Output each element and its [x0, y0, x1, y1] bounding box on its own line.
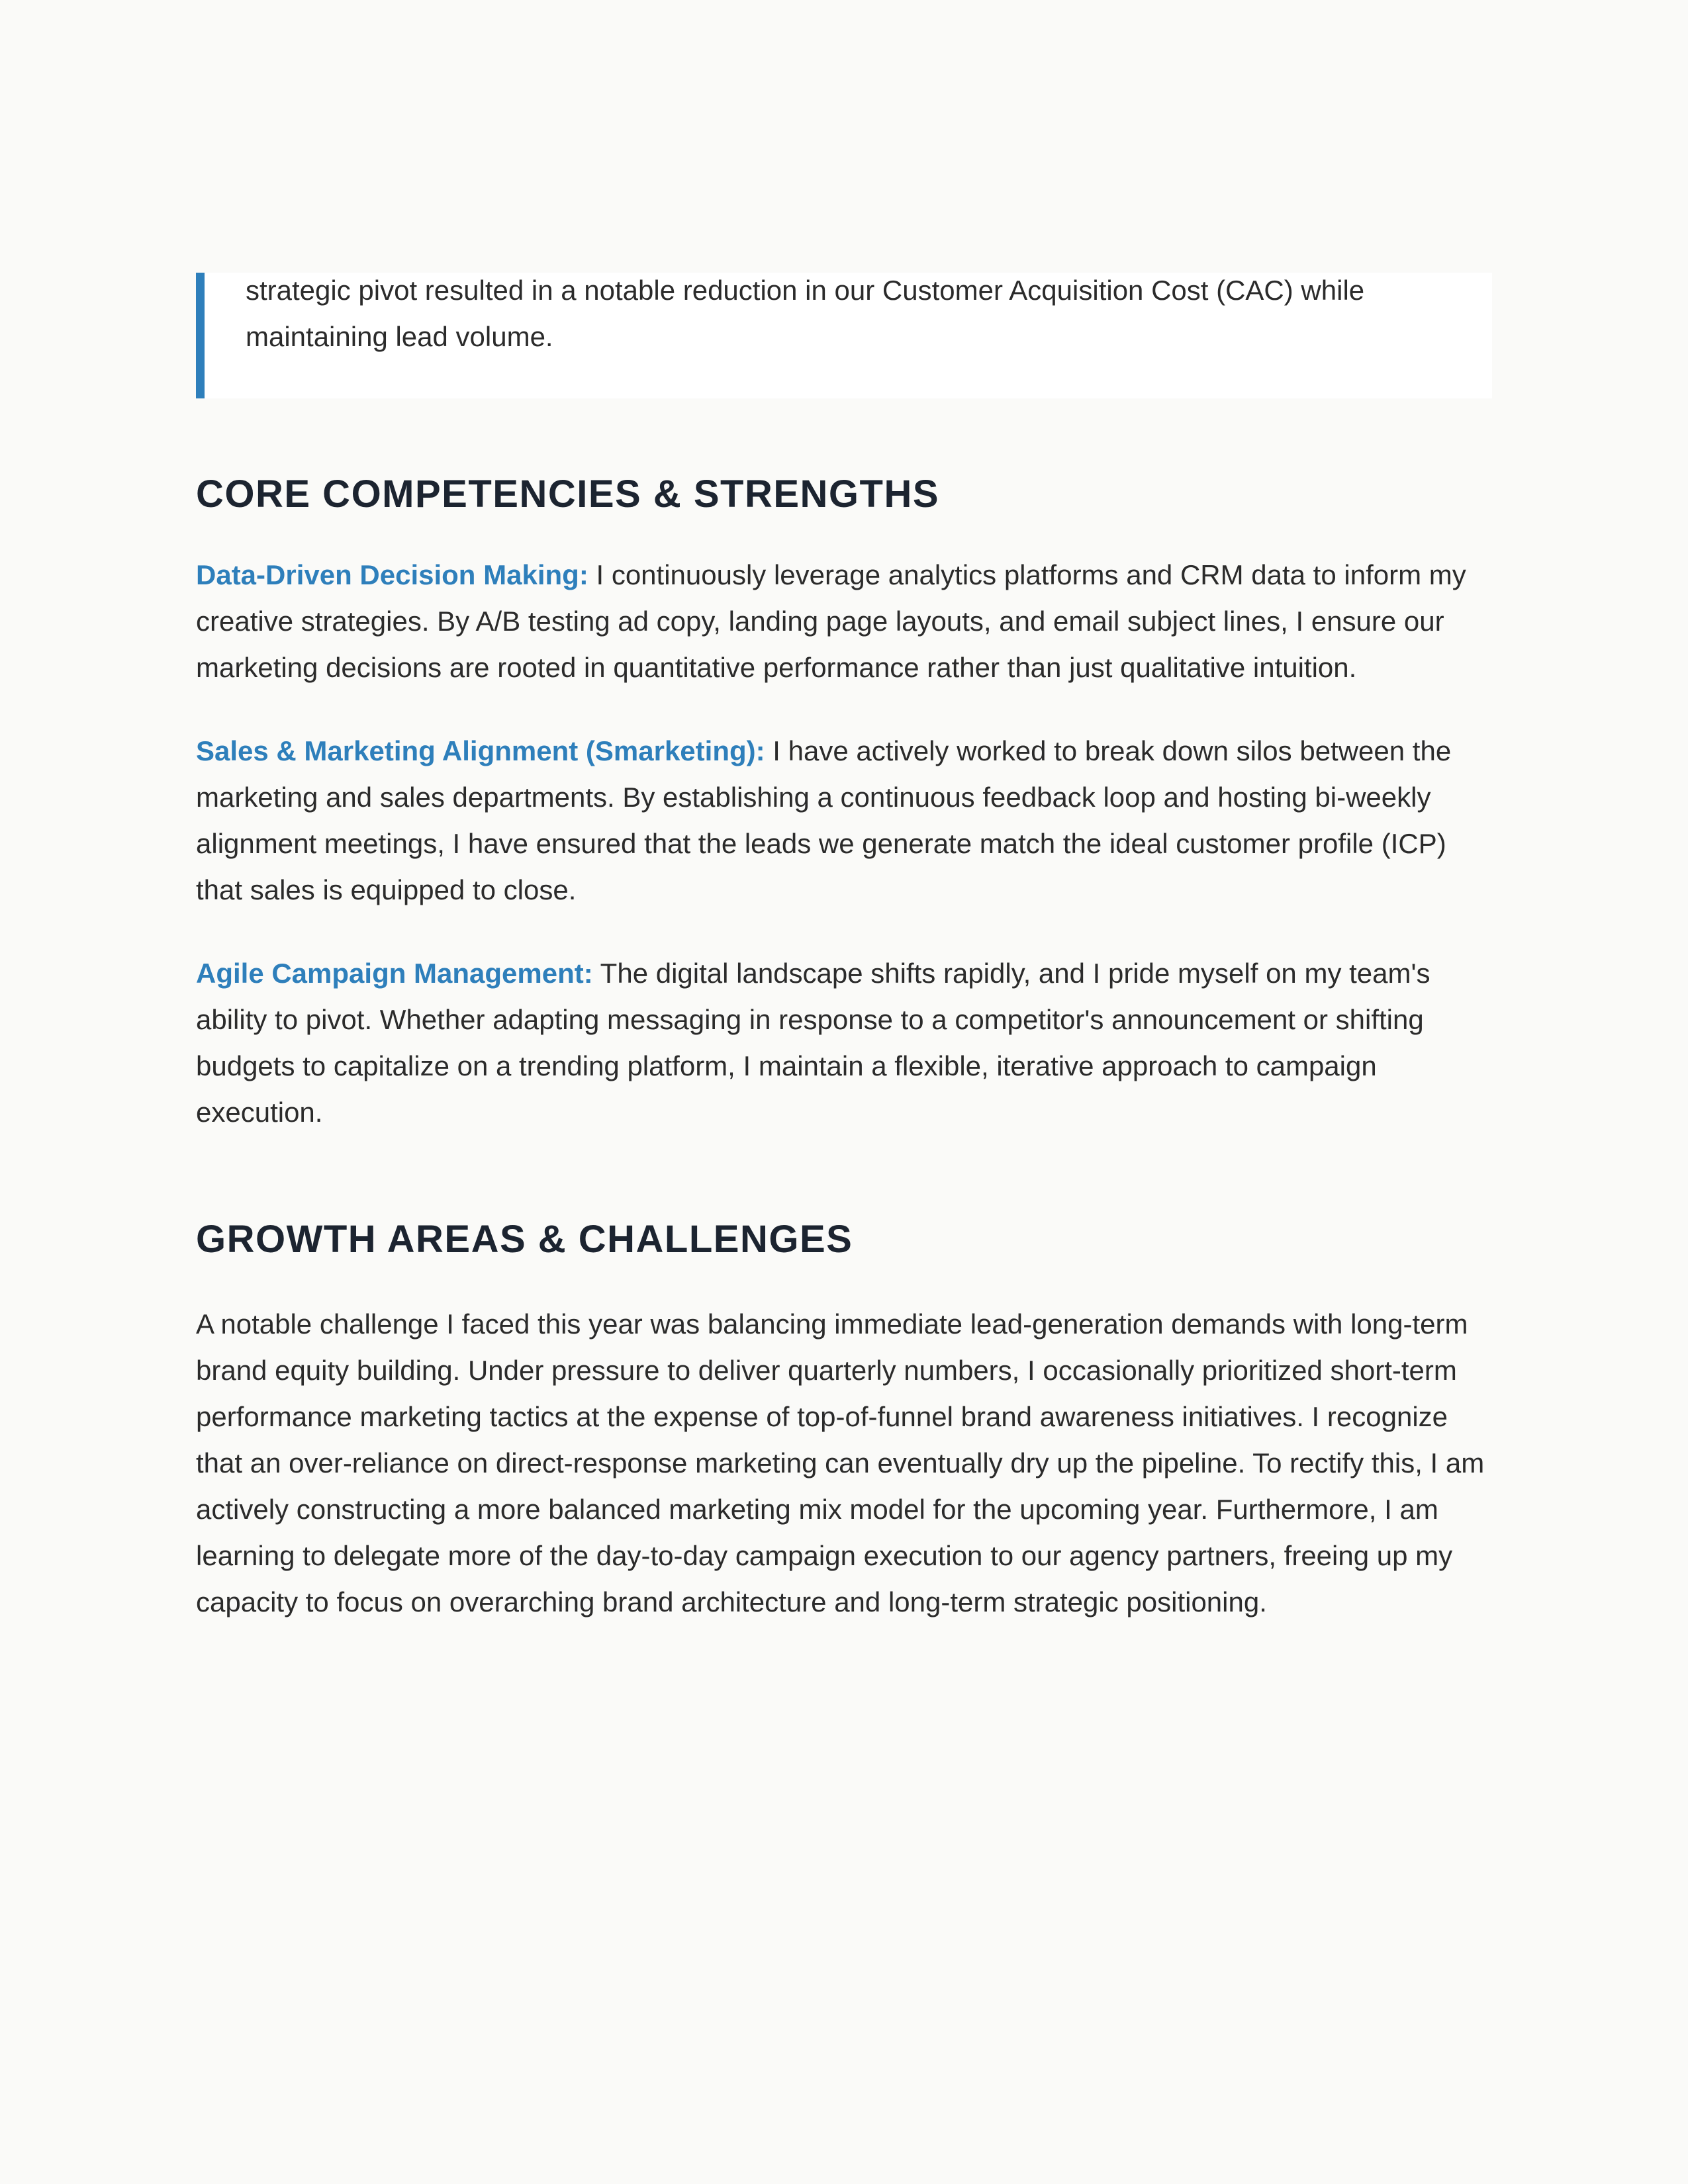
section-heading-core-competencies: CORE COMPETENCIES & STRENGTHS — [196, 473, 940, 516]
competency-label: Agile Campaign Management: — [196, 958, 593, 989]
competency-text: I have actively worked to break down silos between the marketing and sales departments. By establishing a continuous feedback loop and hosting bi-weekly alignment meetings, I have ensured that the leads we generate match the ideal customer profile (ICP) that sales is equipped to close. — [196, 735, 1452, 905]
growth-paragraph: A notable challenge I faced this year was balancing immediate lead-generation demands with long-term brand equity building. Under pressure to deliver quarterly numbers, I occasionally prioritized short-term performance marketing tactics at the expense of top-of-funnel brand awareness initiatives. I recognize that an over-reliance on direct-response marketing can eventually dry up the pipeline. To rectify this, I am actively constructing a more balanced marketing mix model for the upcoming year. Furthermore, I am learning to delegate more of the day-to-day campaign execution to our agency partners, freeing up my capacity to focus on overarching brand architecture and long-term strategic positioning. — [196, 1308, 1485, 1617]
competency-paragraph — [196, 728, 1492, 913]
document-body — [196, 273, 1492, 1625]
competency-paragraph — [196, 552, 1492, 691]
competency-paragraph — [196, 950, 1492, 1136]
competency-label: Sales & Marketing Alignment (Smarketing): — [196, 735, 765, 766]
section-heading-growth-areas: GROWTH AREAS & CHALLENGES — [196, 1218, 853, 1261]
competency-text: I continuously leverage analytics platforms and CRM data to inform my creative strategies. By A/B testing ad copy, landing page layouts, and email subject lines, I ensure our marketing decisions are rooted in quantitative performance rather than just qualitative intuition. — [196, 559, 1466, 683]
callout-text: strategic pivot resulted in a notable reduction in our Customer Acquisition Cost (CAC) while maintaining lead volume. — [246, 275, 1365, 352]
blockquote-callout — [196, 273, 1492, 398]
competency-label: Data-Driven Decision Making: — [196, 559, 588, 590]
competency-text: The digital landscape shifts rapidly, and I pride myself on my team's ability to pivot. Whether adapting messaging in response to a competitor's announcement or shifting budgets to capitalize on a trending platform, I maintain a flexible, iterative approach to campaign execution. — [196, 958, 1430, 1128]
